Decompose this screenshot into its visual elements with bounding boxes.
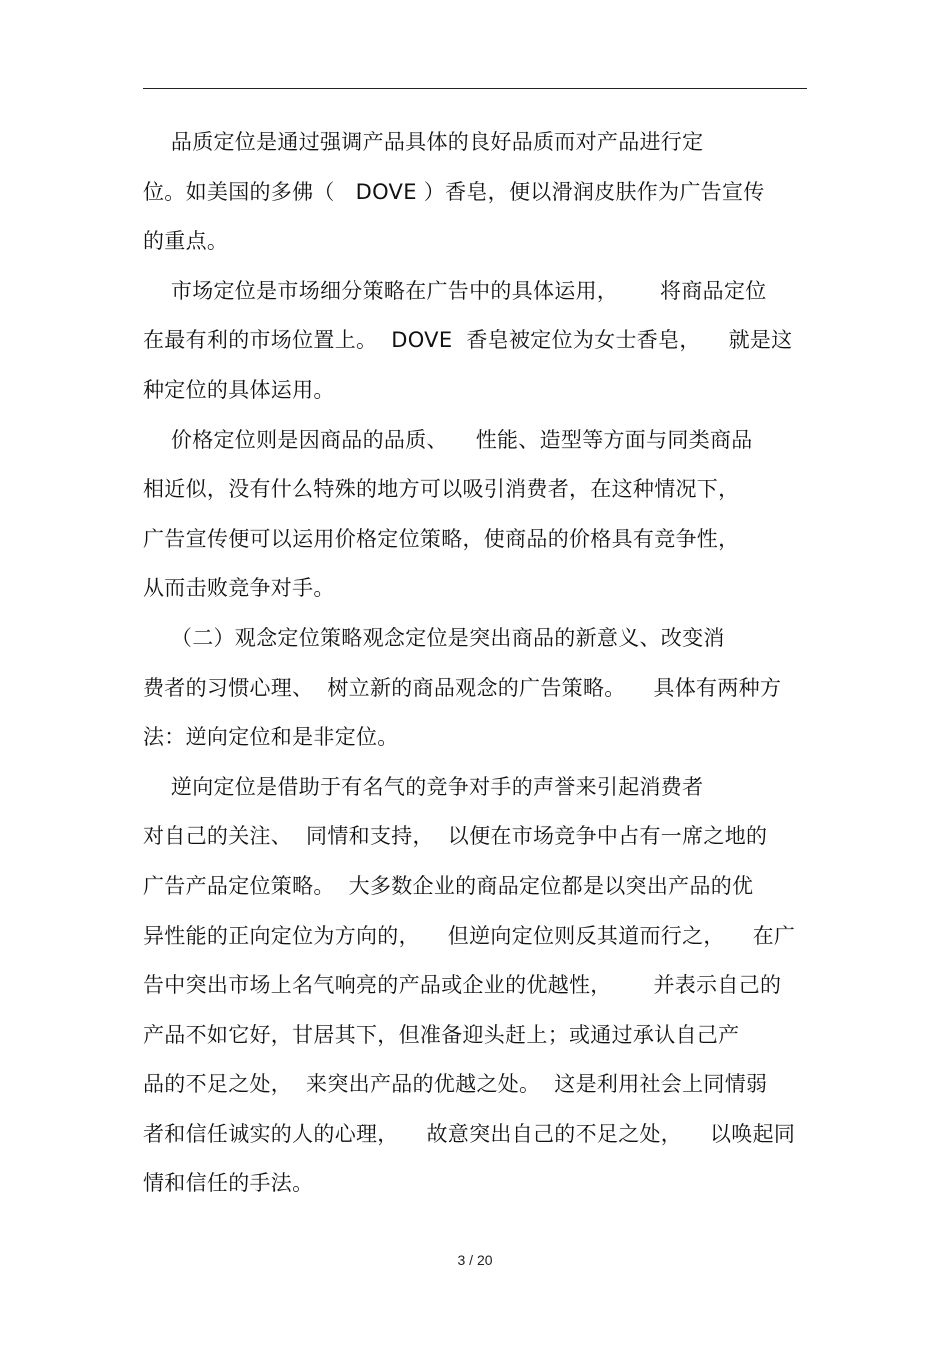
text-line: 的重点。 [143,229,229,254]
text-line: （二）观念定位策略观念定位是突出商品的新意义、改变消 [143,625,725,650]
text-line: 位。如美国的多佛（ DOVE ）香皂，便以滑润皮肤作为广告宣传 [143,179,765,204]
text-line: 相近似，没有什么特殊的地方可以吸引消费者，在这种情况下， [143,477,740,502]
text-line: 告中突出市场上名气响亮的产品或企业的优越性， 并表示自己的 [143,973,782,998]
text-line: 品质定位是通过强调产品具体的良好品质而对产品进行定 [143,130,704,154]
text-line: 者和信任诚实的人的心理， 故意突出自己的不足之处， 以唤起同 [143,1121,796,1146]
text-line: 广告产品定位策略。 大多数企业的商品定位都是以突出产品的优 [143,873,754,898]
text-line: 费者的习惯心理、 树立新的商品观念的广告策略。 具体有两种方 [143,675,782,700]
text-line: 情和信任的手法。 [143,1171,314,1196]
text-line: 从而击败竞争对手。 [143,576,335,601]
text-line: 在最有利的市场位置上。 DOVE 香皂被定位为女士香皂， 就是这 [143,328,793,353]
text-line: 逆向定位是借助于有名气的竞争对手的声誉来引起消费者 [143,774,704,799]
text-line: 广告宣传便可以运用价格定位策略，使商品的价格具有竞争性， [143,526,740,551]
page-number: 3 / 20 [457,1252,493,1268]
text-line: 产品不如它好，甘居其下，但准备迎头赶上；或通过承认自己产 [143,1022,740,1047]
text-line: 价格定位则是因商品的品质、 性能、造型等方面与同类商品 [143,427,753,452]
text-line: 种定位的具体运用。 [143,377,335,402]
text-line: 异性能的正向定位为方向的， 但逆向定位则反其道而行之， 在广 [143,923,796,948]
document-body [143,118,823,1209]
text-line: 市场定位是市场细分策略在广告中的具体运用， 将商品定位 [143,278,767,303]
header-rule [143,88,807,89]
text-line: 法：逆向定位和是非定位。 [143,725,399,750]
text-line: 对自己的关注、 同情和支持， 以便在市场竞争中占有一席之地的 [143,824,768,849]
text-line: 品的不足之处， 来突出产品的优越之处。 这是利用社会上同情弱 [143,1072,768,1097]
